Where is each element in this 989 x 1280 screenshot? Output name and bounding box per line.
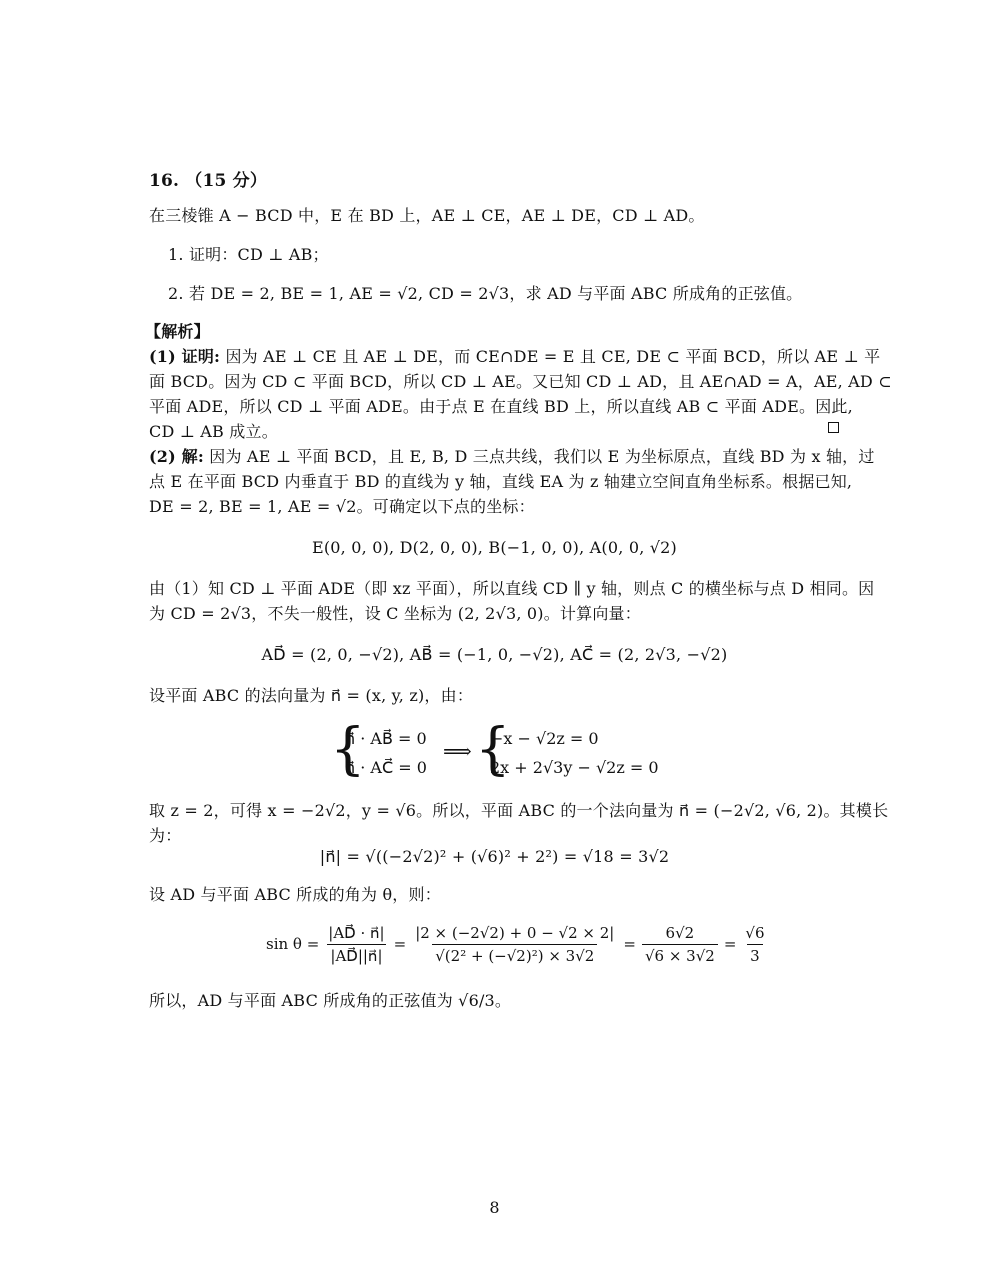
point-coordinates: E(0, 0, 0), D(2, 0, 0), B(−1, 0, 0), A(0, 0, √2): [311, 538, 677, 557]
question-stem: 在三棱锥 A − BCD 中，E 在 BD 上，AE ⊥ CE，AE ⊥ DE，CD ⊥ AD。: [149, 206, 705, 225]
system-left-eq-1: n⃗ · AB⃗ = 0: [345, 729, 427, 748]
part2-line-1: [149, 446, 875, 468]
qed-square: [828, 422, 839, 433]
part1-label: (1) 证明:: [149, 347, 221, 366]
part1-line-4: CD ⊥ AB 成立。: [149, 422, 278, 441]
fraction-4: [742, 924, 767, 965]
fraction-3-numerator: 6√2: [665, 923, 695, 942]
fraction-1: [325, 924, 387, 965]
fraction-4-denominator: 3: [747, 944, 763, 965]
take-line-1: 取 z = 2，可得 x = −2√2，y = √6。所以，平面 ABC 的一个法向量为 n⃗ = (−2√2, √6, 2)。其模长: [149, 801, 889, 820]
equals-1: =: [393, 935, 407, 953]
part2-text2-line-1: 由（1）知 CD ⊥ 平面 ADE（即 xz 平面），所以直线 CD ∥ y 轴，则点 C 的横坐标与点 D 相同。因: [149, 579, 875, 598]
fraction-4-numerator: √6: [745, 923, 765, 942]
part2-text: 因为 AE ⊥ 平面 BCD，且 E, B, D 三点共线，我们以 E 为坐标原点，直线 BD 为 x 轴，过: [209, 447, 875, 466]
page-number: 8: [489, 1198, 500, 1217]
fraction-1-numerator: |AD⃗ · n⃗|: [328, 923, 385, 942]
part2-line-2: 点 E 在平面 BCD 内垂直于 BD 的直线为 y 轴，直线 EA 为 z 轴建立空间直角坐标系。根据已知,: [149, 472, 853, 491]
fraction-2-denominator: √(2² + (−√2)²) × 3√2: [432, 944, 597, 965]
conclusion: 所以，AD 与平面 ABC 所成角的正弦值为 √6/3。: [149, 991, 512, 1010]
part1-line-3: 平面 ADE，所以 CD ⊥ 平面 ADE。由于点 E 在直线 BD 上，所以直线 AB ⊂ 平面 ADE。因此,: [149, 397, 853, 416]
sine-formula: [266, 914, 768, 974]
vector-list: AD⃗ = (2, 0, −√2), AB⃗ = (−1, 0, −√2), AC⃗ = (2, 2√3, −√2): [261, 645, 728, 664]
right-brace: {: [475, 717, 511, 782]
equals-2: =: [623, 935, 636, 953]
angle-intro: 设 AD 与平面 ABC 所成的角为 θ，则：: [149, 885, 441, 904]
part2-text2-line-2: 为 CD = 2√3，不失一般性，设 C 坐标为 (2, 2√3, 0)。计算向量：: [149, 604, 641, 623]
part1-line-2: 面 BCD。因为 CD ⊂ 平面 BCD，所以 CD ⊥ AE。又已知 CD ⊥ AD，且 AE∩AD = A，AE, AD ⊂: [149, 372, 892, 391]
normal-intro: 设平面 ABC 的法向量为 n⃗ = (x, y, z)，由：: [149, 686, 474, 705]
part1-text: 因为 AE ⊥ CE 且 AE ⊥ DE，而 CE∩DE = E 且 CE, DE ⊂ 平面 BCD，所以 AE ⊥ 平: [225, 347, 881, 366]
fraction-2: [412, 924, 617, 965]
fraction-2-numerator: |2 × (−2√2) + 0 − √2 × 2|: [415, 923, 615, 942]
part2-label: (2) 解:: [149, 447, 204, 466]
norm-equation: |n⃗| = √((−2√2)² + (√6)² + 2²) = √18 = 3√2: [319, 847, 670, 866]
fraction-3: [642, 924, 718, 965]
question-item-1: 1. 证明：CD ⊥ AB；: [168, 245, 329, 264]
question-header: 16. （15 分）: [149, 171, 268, 191]
take-line-2: 为：: [149, 826, 182, 845]
system-left-eq-2: n⃗ · AC⃗ = 0: [345, 758, 427, 777]
solution-heading: 【解析】: [145, 322, 210, 341]
sine-lhs: sin θ =: [266, 935, 320, 953]
system-right-eq-2: 2x + 2√3y − √2z = 0: [490, 758, 659, 777]
left-brace: {: [330, 717, 366, 782]
fraction-3-denominator: √6 × 3√2: [642, 944, 718, 965]
question-item-2: 2. 若 DE = 2, BE = 1, AE = √2, CD = 2√3，求 AD 与平面 ABC 所成角的正弦值。: [168, 284, 803, 303]
part2-line-3: DE = 2, BE = 1, AE = √2。可确定以下点的坐标：: [149, 497, 535, 516]
implies-arrow: ⟹: [443, 739, 472, 763]
part1-line-1: [149, 346, 880, 368]
equals-3: =: [723, 935, 737, 953]
system-right-eq-1: −x − √2z = 0: [490, 729, 599, 748]
fraction-1-denominator: |AD⃗||n⃗|: [327, 944, 385, 965]
